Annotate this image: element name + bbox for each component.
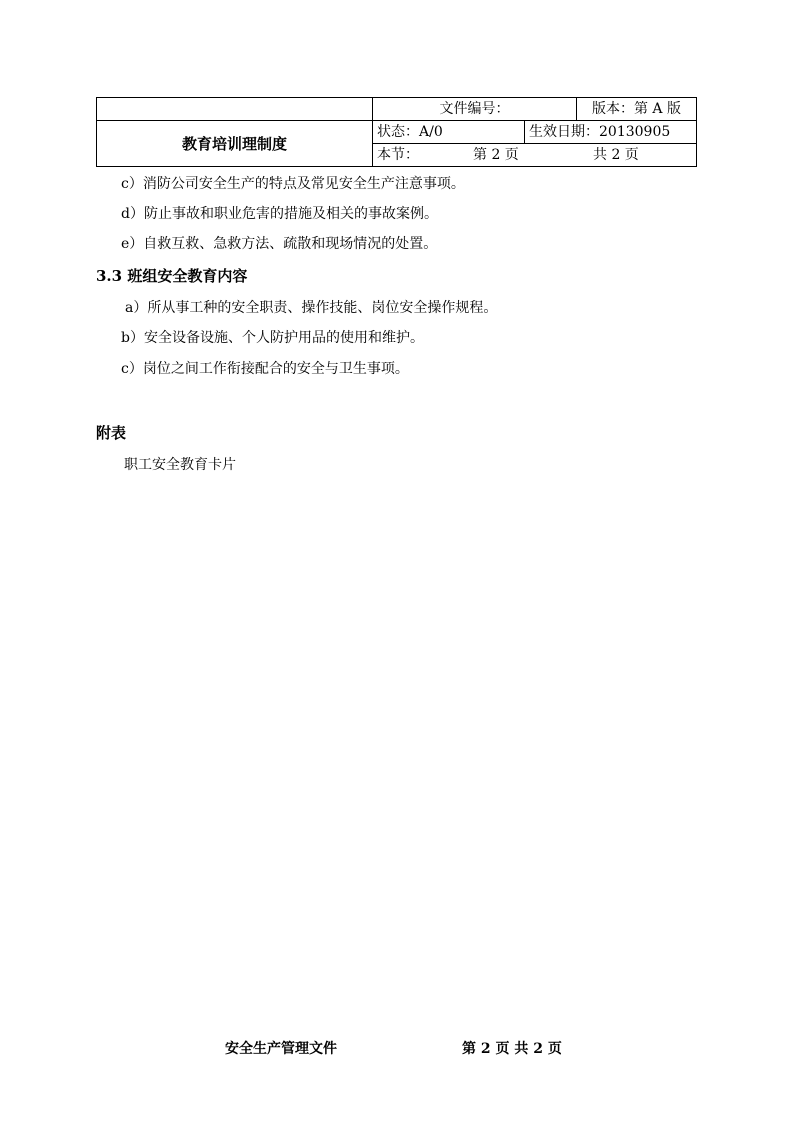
effective-date-label: 生效日期：20130905 (525, 121, 697, 144)
status-label: 状态：A/0 (373, 121, 525, 144)
version-label: 版本：第 A 版 (577, 98, 697, 121)
list-item: b）安全设备设施、个人防护用品的使用和维护。 (121, 330, 424, 346)
list-item: c）消防公司安全生产的特点及常见安全生产注意事项。 (121, 176, 465, 192)
section-page: 第 2 页 (473, 147, 519, 163)
list-item: a）所从事工种的安全职责、操作技能、岗位安全操作规程。 (125, 300, 498, 316)
section-label: 本节： (377, 147, 419, 163)
list-item: e）自救互救、急救方法、疏散和现场情况的处置。 (121, 236, 438, 252)
section-heading: 3.3 班组安全教育内容 (96, 267, 248, 285)
list-item: c）岗位之间工作衔接配合的安全与卫生事项。 (121, 361, 409, 377)
section-total: 共 2 页 (593, 147, 639, 163)
doc-number-label: 文件编号： (373, 98, 577, 121)
document-title: 教育培训理制度 (97, 121, 373, 167)
document-header-table (96, 97, 697, 167)
header-blank-cell (97, 98, 373, 121)
footer-page-number: 第 2 页 共 2 页 (462, 1041, 562, 1057)
appendix-heading: 附表 (96, 424, 127, 442)
list-item: d）防止事故和职业危害的措施及相关的事故案例。 (121, 206, 438, 222)
appendix-item: 职工安全教育卡片 (124, 457, 236, 473)
section-page-info (373, 144, 697, 167)
footer-document-name: 安全生产管理文件 (225, 1041, 337, 1057)
